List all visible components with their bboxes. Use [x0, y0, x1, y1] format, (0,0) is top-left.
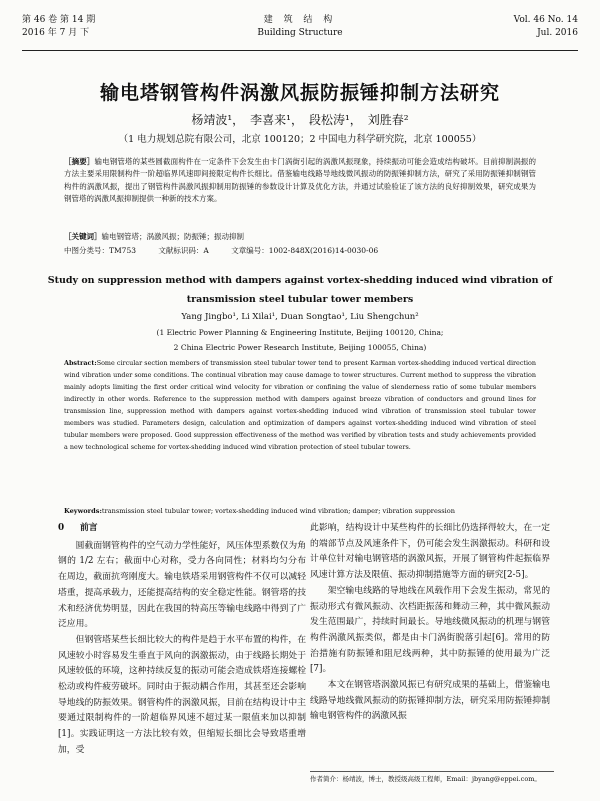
journal-name-en: Building Structure: [257, 28, 343, 38]
date-en: Jul. 2016: [537, 28, 578, 38]
abstract-en: [64, 357, 536, 453]
document-code: 文献标识码：A: [158, 246, 209, 255]
paragraph: 但钢管塔某些长细比较大的构件是趋于水平布置的构件，在风速较小时容易发生垂直于风向的涡激振动，由于线路长期处于风速较低的环境，这种持续反复的振动可能会造成铁塔连接螺栓松动或构件疲劳破坏。同时由于振动耦合作用，其甚至还会影响导地线的防振效果。钢管构件的涡激风振，目前在结构设计中主要通过限制构件的一阶超临界风速不超过某一限值来加以抑制[1]。实践证明这一方法比较有效，但缩短长细比会导致塔重增加，受: [58, 634, 306, 755]
title-en: Study on suppression method with dampers against vortex-shedding induced wind vibration of transmission steel tubular tower members: [47, 275, 553, 305]
affiliation-en-2: 2 China Electric Power Research Institute, Beijing 100055, China): [173, 343, 427, 352]
section-heading: [58, 521, 306, 537]
paragraph: 圆截面钢管构件的空气动力学性能好，风压体型系数仅为角钢的 1/2 左右；截面中心对称，受力各向同性；材料均匀分布在周边，截面抗弯刚度大。输电铁塔采用钢管构件不仅可以减轻塔重，提高承载力，还能提高结构的安全稳定性能。钢管塔的技术和经济优势明显，因此在我国的特高压等输电线路中得到了广泛应用。: [58, 540, 306, 630]
keywords-en-label: Keywords:: [64, 507, 102, 515]
body-right-column: [310, 521, 550, 725]
journal-name-cn: 建 筑 结 构: [263, 15, 337, 25]
header-center: [22, 14, 578, 40]
keywords-cn-label: ［关键词］: [64, 232, 102, 241]
keywords-cn: [64, 231, 536, 243]
section-title: 前言: [80, 523, 98, 533]
abstract-cn-text: 输电钢管塔的某些圆截面构件在一定条件下会发生由卡门涡街引起的涡激风振现象，持续振动可能会造成结构破坏。目前抑制涡振的方法主要采用限制构件一阶超临界风速即间接限定构件长细比。借鉴输电线路导地线微风振动的防振锤抑制方法，研究了采用防振锤抑制钢管构件的涡激风振，提出了钢管构件涡激风振抑制用防振锤的参数设计计算及优化方法，并通过试验验证了该方法的良好抑制效果，研究成果为钢管塔的涡激风振抑制提供一种新的技术方案。: [64, 157, 537, 204]
abstract-cn-label: ［摘要］: [64, 157, 95, 166]
volume-en: Vol. 46 No. 14: [513, 15, 578, 25]
abstract-cn: [64, 156, 536, 206]
body-left-column: [58, 521, 306, 759]
header-right: [514, 14, 578, 40]
abstract-en-label: Abstract:: [64, 359, 97, 367]
title-cn: 输电塔钢管构件涡激风振防振锤抑制方法研究: [99, 82, 500, 104]
volume-cn: 第 46 卷 第 14 期: [22, 15, 96, 25]
header-rule: [22, 50, 578, 51]
author-footnote: 作者简介：杨靖波，博士，教授级高级工程师，Email：jbyang@eppei.com。: [310, 771, 554, 784]
clc-number: 中图分类号：TM753: [64, 246, 136, 255]
paragraph: 架空输电线路的导地线在风载作用下会发生振动，常见的振动形式有微风振动、次档距振荡和舞动三种，其中微风振动发生范围最广，持续时间最长。导地线微风振动的机理与钢管构件涡激风振类似，都是由卡门涡街脱落引起[6]。常用的防治措施有防振锤和阻尼线两种，其中防振锤的使用最为广泛[7]。: [310, 585, 550, 675]
keywords-en-text: transmission steel tubular tower; vortex-shedding induced wind vibration; damper; vibration suppression: [101, 507, 455, 515]
keywords-cn-text: 输电钢管塔；涡激风振；防振锤；振动抑制: [101, 232, 244, 241]
page-header: [22, 14, 578, 46]
classification-line: [64, 245, 536, 257]
affiliation-cn: （1 电力规划总院有限公司，北京 100120；2 中国电力科学研究院，北京 100055）: [118, 134, 482, 145]
paragraph: 本文在钢管塔涡激风振已有研究成果的基础上，借鉴输电线路导地线微风振动的防振锤抑制方法，研究采用防振锤抑制输电钢管构件的涡激风振: [310, 680, 550, 722]
paragraph: 此影响，结构设计中某些构件的长细比仍选择得较大，在一定的端部节点及风速条件下，仍可能会发生涡激振动。科研和设计单位针对输电钢管塔的涡激风振，开展了钢管构件起振临界风速计算方法及限值、振动抑制措施等方面的研究[2-5]。: [310, 523, 550, 581]
section-number: 0: [58, 523, 65, 533]
authors-en: Yang Jingbo¹, Li Xilai¹, Duan Songtao¹, Liu Shengchun²: [181, 312, 419, 322]
authors-cn: 杨靖波¹， 李喜来¹， 段松涛¹， 刘胜春²: [191, 113, 409, 127]
affiliation-en-1: (1 Electric Power Planning & Engineering Institute, Beijing 100120, China;: [156, 328, 444, 337]
keywords-en: [64, 505, 536, 517]
date-cn: 2016 年 7 月 下: [22, 28, 90, 38]
abstract-en-text: Some circular section members of transmission steel tubular tower tend to present Karman vortex-shedding induced vertical direction wind vibration under some conditions. The continual vibration may cause damage to tower structures. Current method to suppress the vibration mainly adopts limiting the first order critical wind velocity for vibration or confining the value of slenderness ratio of some tubular members indirectly in other words. Reference to the suppression method with dampers against breeze vibration of conductors and ground lines for transmission line, suppression method with dampers against vortex-shedding induced wind vibration of transmission steel tubular tower members was studied. Parameters design, calculation and optimization of dampers against vortex-shedding induced wind vibration of steel tubular members were proposed. Good suppression effectiveness of the method was verified by vibration tests and study achievements provided a new technological scheme for vortex-shedding induced wind vibration protection of steel tubular towers.: [64, 359, 536, 451]
article-id: 文章编号：1002-848X(2016)14-0030-06: [231, 246, 379, 255]
